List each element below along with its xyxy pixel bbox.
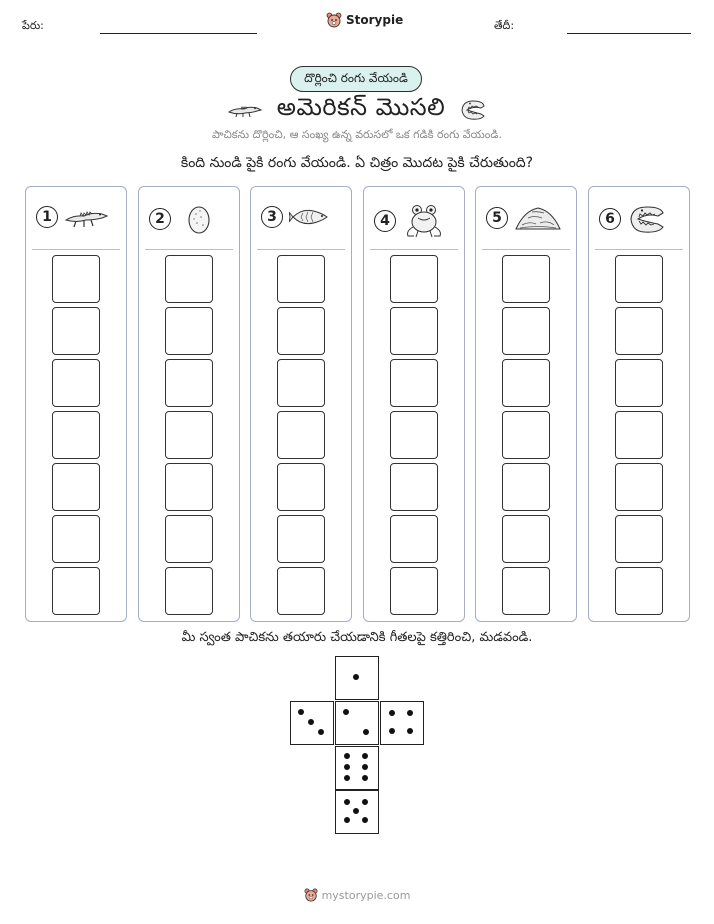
footer bbox=[0, 888, 714, 902]
nest-icon bbox=[514, 203, 562, 233]
name-label: పేరు: bbox=[22, 19, 44, 32]
column-1 bbox=[25, 186, 127, 622]
color-box[interactable] bbox=[390, 463, 438, 511]
color-box[interactable] bbox=[277, 307, 325, 355]
color-box[interactable] bbox=[390, 359, 438, 407]
color-box[interactable] bbox=[277, 411, 325, 459]
color-box[interactable] bbox=[615, 567, 663, 615]
color-box[interactable] bbox=[52, 359, 100, 407]
color-box[interactable] bbox=[615, 359, 663, 407]
column-number: 3 bbox=[261, 206, 283, 228]
color-box[interactable] bbox=[502, 255, 550, 303]
color-box[interactable] bbox=[615, 411, 663, 459]
dice-face-1 bbox=[335, 656, 379, 700]
brand-name: Storypie bbox=[346, 13, 404, 27]
alligator-jaws-icon bbox=[459, 98, 487, 122]
color-box[interactable] bbox=[615, 255, 663, 303]
color-box[interactable] bbox=[390, 567, 438, 615]
footer-site[interactable]: mystorypie.com bbox=[321, 888, 411, 902]
column-number: 1 bbox=[36, 206, 58, 228]
column-number: 5 bbox=[486, 207, 508, 229]
color-box[interactable] bbox=[502, 463, 550, 511]
color-box[interactable] bbox=[615, 515, 663, 563]
color-box[interactable] bbox=[502, 567, 550, 615]
dice-face-5 bbox=[335, 790, 379, 834]
dice-face-6 bbox=[335, 746, 379, 790]
column-number: 2 bbox=[149, 208, 171, 230]
column-2 bbox=[138, 186, 240, 622]
color-box[interactable] bbox=[52, 255, 100, 303]
column-5 bbox=[475, 186, 577, 622]
color-box[interactable] bbox=[165, 567, 213, 615]
coloring-instruction: కింది నుండి పైకి రంగు వేయండి. ఏ చిత్రం మొదట పైకి చేరుతుంది? bbox=[180, 155, 534, 171]
dice-net bbox=[290, 656, 424, 834]
cut-instruction: మీ స్వంత పాచికను తయారు చేయడానికి గీతలపై కత్తిరించి, మడవండి. bbox=[181, 630, 533, 645]
color-box[interactable] bbox=[502, 307, 550, 355]
alligator-jaws-icon bbox=[627, 203, 667, 235]
column-3 bbox=[250, 186, 352, 622]
fish-icon bbox=[289, 203, 333, 231]
date-label: తేదీ: bbox=[494, 19, 515, 32]
column-6 bbox=[588, 186, 690, 622]
column-number: 4 bbox=[374, 210, 396, 232]
title-row bbox=[0, 93, 714, 127]
color-box[interactable] bbox=[502, 515, 550, 563]
column-4 bbox=[363, 186, 465, 622]
color-box[interactable] bbox=[390, 411, 438, 459]
color-box[interactable] bbox=[165, 515, 213, 563]
alligator-icon bbox=[64, 203, 108, 231]
column-number: 6 bbox=[599, 208, 621, 230]
dice-face-3 bbox=[290, 701, 334, 745]
color-box[interactable] bbox=[52, 307, 100, 355]
egg-icon bbox=[177, 203, 221, 235]
color-box[interactable] bbox=[615, 463, 663, 511]
roll-and-color-pill: దొర్లించి రంగు వేయండి bbox=[290, 66, 422, 92]
color-box[interactable] bbox=[390, 255, 438, 303]
color-box[interactable] bbox=[165, 411, 213, 459]
color-box[interactable] bbox=[165, 463, 213, 511]
bear-icon bbox=[326, 12, 342, 28]
color-box[interactable] bbox=[52, 411, 100, 459]
page-title: అమెరికన్ మొసలి bbox=[276, 93, 446, 121]
page-subtitle: పాచికను దొర్లించి, ఆ సంఖ్య ఉన్న వరుసలో ఒక గడికి రంగు వేయండి. bbox=[212, 128, 502, 141]
color-box[interactable] bbox=[502, 359, 550, 407]
color-box[interactable] bbox=[277, 567, 325, 615]
color-box[interactable] bbox=[52, 463, 100, 511]
bear-icon bbox=[304, 888, 318, 902]
color-box[interactable] bbox=[165, 307, 213, 355]
color-box[interactable] bbox=[390, 307, 438, 355]
color-box[interactable] bbox=[52, 567, 100, 615]
dice-face-2 bbox=[335, 701, 379, 745]
color-box[interactable] bbox=[52, 515, 100, 563]
color-box[interactable] bbox=[615, 307, 663, 355]
color-box[interactable] bbox=[277, 463, 325, 511]
color-box[interactable] bbox=[390, 515, 438, 563]
storypie-logo bbox=[326, 12, 403, 28]
color-box[interactable] bbox=[277, 255, 325, 303]
color-box[interactable] bbox=[502, 411, 550, 459]
color-box[interactable] bbox=[277, 515, 325, 563]
frog-icon bbox=[402, 203, 446, 239]
color-box[interactable] bbox=[277, 359, 325, 407]
date-line[interactable] bbox=[567, 33, 691, 34]
name-line[interactable] bbox=[100, 33, 257, 34]
color-box[interactable] bbox=[165, 255, 213, 303]
dice-face-4 bbox=[380, 701, 424, 745]
alligator-icon bbox=[227, 99, 263, 121]
color-box[interactable] bbox=[165, 359, 213, 407]
